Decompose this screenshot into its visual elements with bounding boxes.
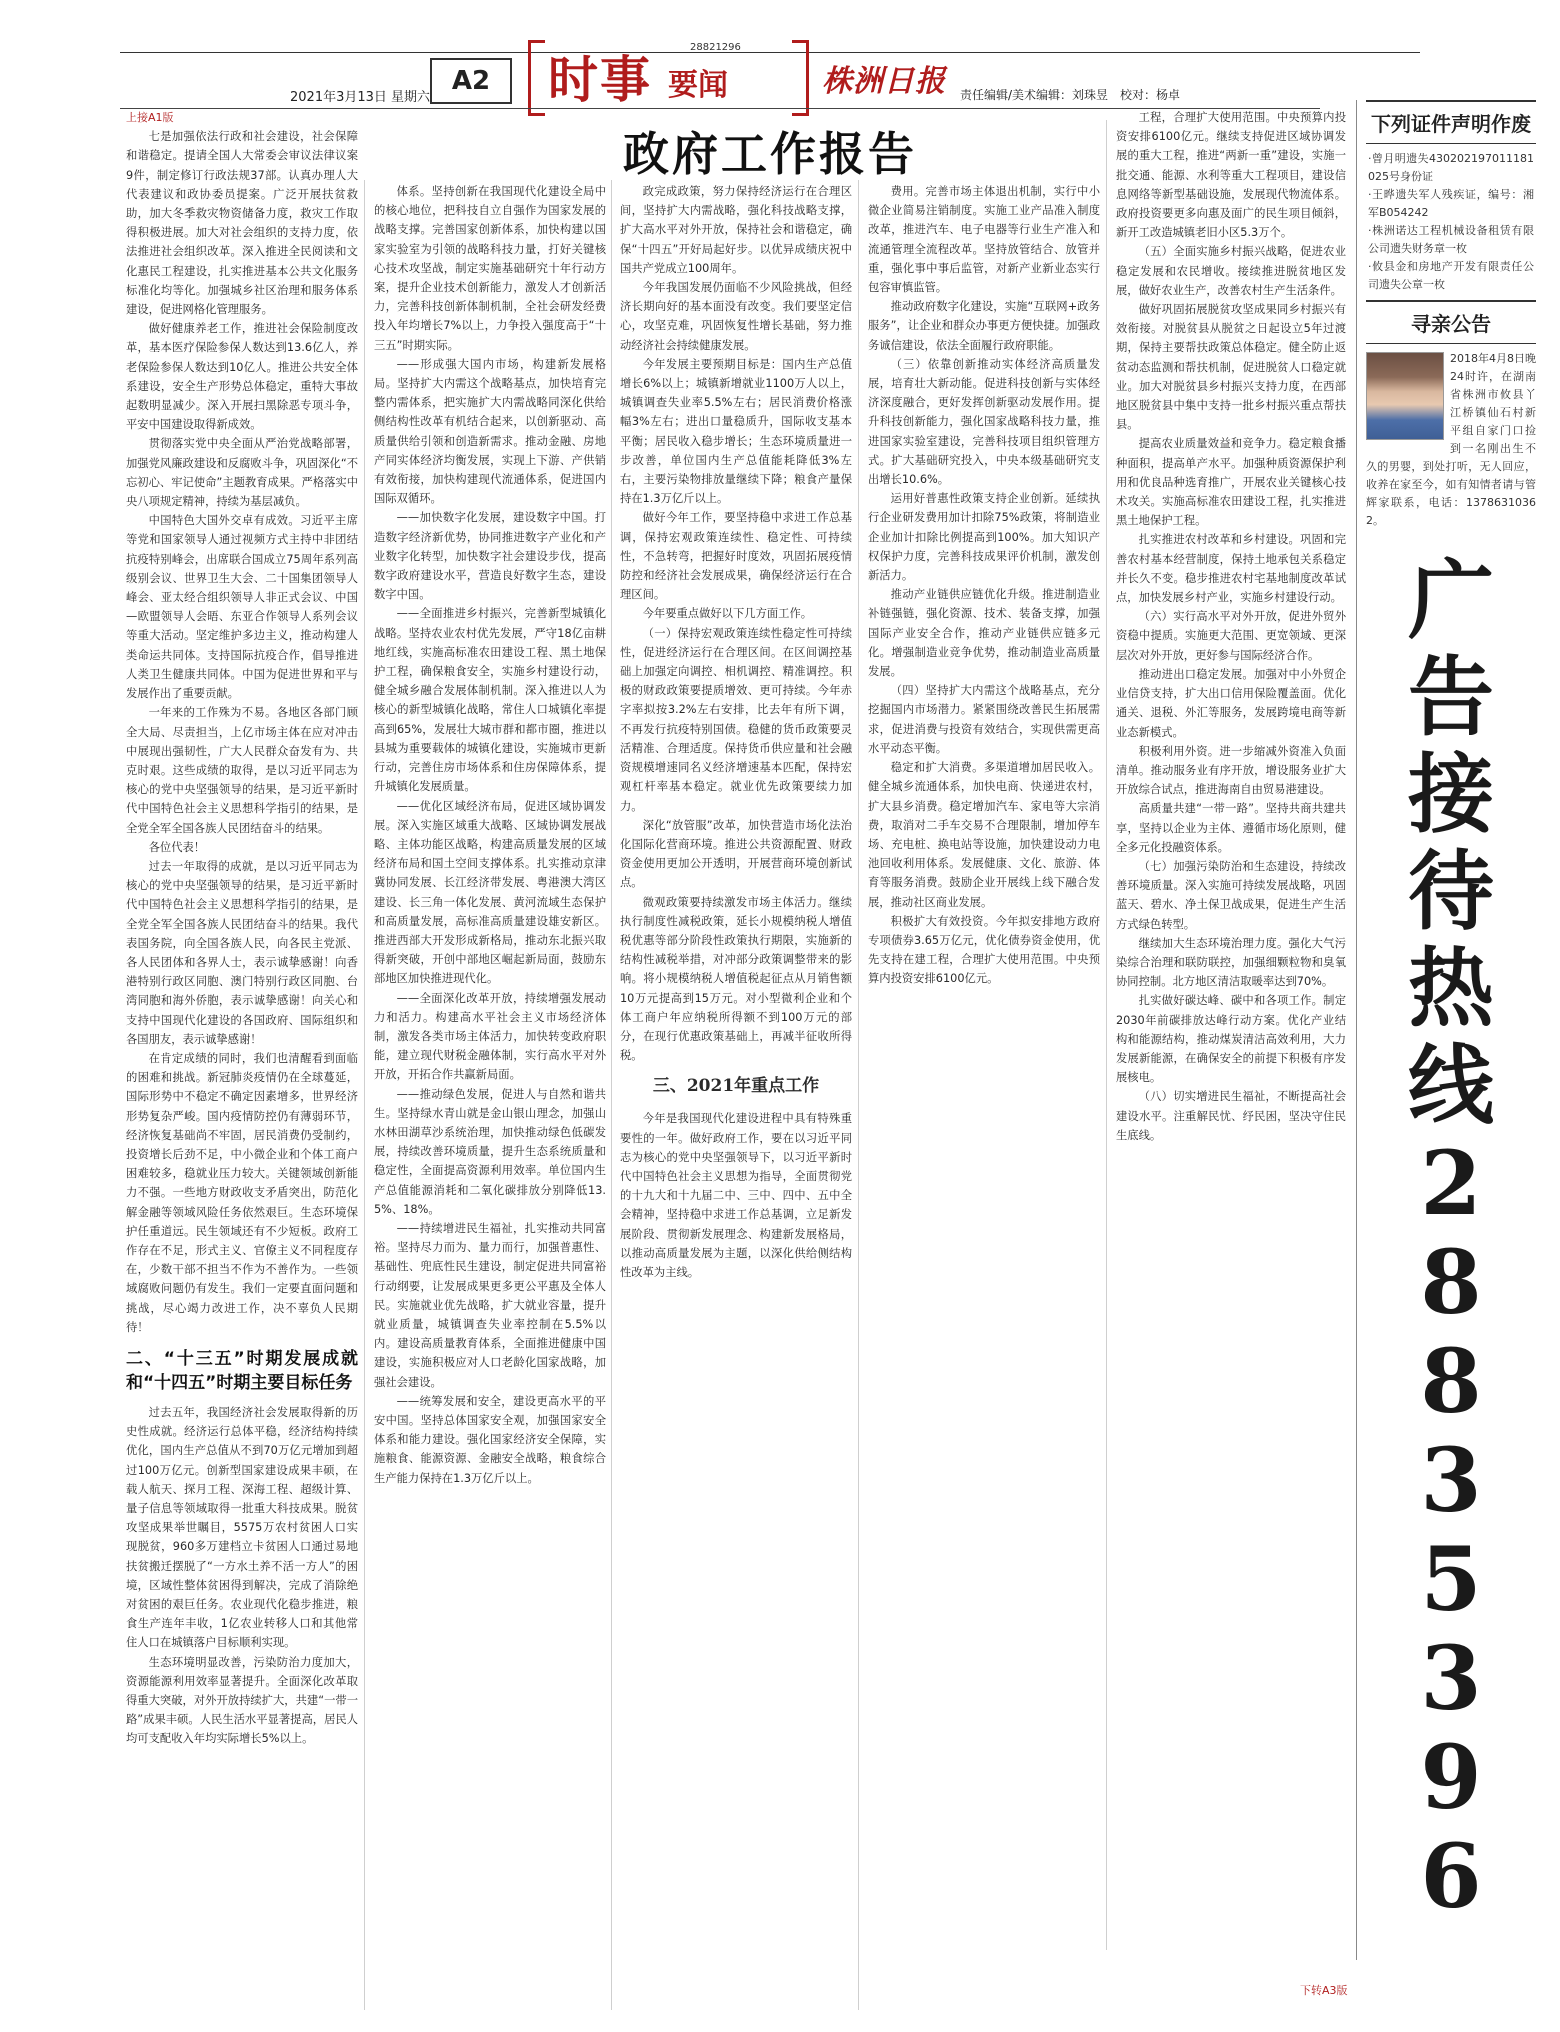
paragraph: ——全面深化改革开放，持续增强发展动力和活力。构建高水平社会主义市场经济体制，激发各类市场主体活力，加快转变政府职能，建立现代财税金融体制，实行高水平对外开放，开拓合作共赢新局面。 (374, 991, 606, 1082)
section-title-sub: 要闻 (668, 68, 728, 103)
editor-credits: 责任编辑/美术编辑：刘珠昱 校对：杨卓 (960, 88, 1181, 102)
paragraph: 推动进出口稳定发展。加强对中小外贸企业信贷支持，扩大出口信用保险覆盖面。优化通关、退税、外汇等服务，发展跨境电商等新业态新模式。 (1116, 667, 1346, 739)
paragraph: 今年要重点做好以下几方面工作。 (642, 607, 813, 621)
void-notice-list (1368, 150, 1534, 294)
article-column-3 (620, 182, 852, 2032)
paragraph: 积极扩大有效投资。今年拟安排地方政府专项债券3.65万亿元，优化债券资金使用，优先支持在建工程，合理扩大使用范围。中央预算内投资安排6100亿元。 (868, 914, 1100, 986)
paragraph: （八）切实增进民生福祉，不断提高社会建设水平。注重解民忧、纾民困，坚决守住民生底线。 (1116, 1090, 1346, 1142)
paragraph: ——优化区域经济布局，促进区域协调发展。深入实施区域重大战略、区域协调发展战略、主体功能区战略，构建高质量发展的区域经济布局和国土空间支撑体系。扎实推动京津冀协同发展、长江经济带发展、粤港澳大湾区建设、长三角一体化发展、黄河流域生态保护和高质量发展，高标准高质量建设雄安新区。推进西部大开发形成新格局，推动东北振兴取得新突破，开创中部地区崛起新局面，鼓励东部地区加快推进现代化。 (374, 799, 606, 986)
void-notice-item: ·王晔遗失军人残疾证，编号：湘军B054242 (1368, 188, 1534, 219)
paragraph: （七）加强污染防治和生态建设，持续改善环境质量。深入实施可持续发展战略，巩固蓝天、碧水、净土保卫战成果，促进生产生活方式绿色转型。 (1116, 859, 1346, 931)
paragraph: （六）实行高水平对外开放，促进外贸外资稳中提质。实施更大范围、更宽领域、更深层次对外开放，更好参与国际经济合作。 (1116, 610, 1346, 662)
paragraph: 微观政策要持续激发市场主体活力。继续执行制度性减税政策，延长小规模纳税人增值税优惠等部分阶段性政策执行期限，实施新的结构性减税举措，对冲部分政策调整带来的影响。将小规模纳税人增值税起征点从月销售额10万元提高到15万元。对小型微利企业和个体工商户年应纳税所得额不到100万元的部分，在现行优惠政策基础上，再减半征收所得税。 (620, 895, 852, 1063)
paragraph: 提高农业质量效益和竞争力。稳定粮食播种面积，提高单产水平。加强种质资源保护利用和优良品种选育推广，开展农业关键核心技术攻关。实施高标准农田建设工程，扎实推进黑土地保护工程。 (1116, 437, 1346, 528)
continued-from-label: 上接A1版 (126, 111, 174, 124)
missing-person-notice (1366, 350, 1536, 530)
masthead-top-rule (120, 52, 1420, 53)
void-notice-item: ·株洲诺达工程机械设备租赁有限公司遗失财务章一枚 (1368, 224, 1534, 255)
paragraph: 扎实推进农村改革和乡村建设。巩固和完善农村基本经营制度，保持土地承包关系稳定并长久不变。稳步推进农村宅基地制度改革试点，加快发展乡村产业，实施乡村建设行动。 (1116, 533, 1346, 605)
missing-person-title: 寻亲公告 (1366, 300, 1536, 344)
ad-digit: 5 (1420, 1527, 1482, 1631)
column-divider (858, 180, 859, 2010)
section-subheading-3: 三、2021年重点工作 (652, 1076, 820, 1097)
paragraph: 过去五年，我国经济社会发展取得新的历史性成就。经济运行总体平稳，经济结构持续优化，国内生产总值从不到70万亿元增加到超过100万亿元。创新型国家建设成果丰硕，在载人航天、探月工程、深海工程、超级计算、量子信息等领域取得一批重大科技成果。脱贫攻坚成果举世瞩目，5575万农村贫困人口实现脱贫，960多万建档立卡贫困人口通过易地扶贫搬迁摆脱了“一方水土养不活一方人”的困境，区域性整体贫困得到解决，完成了消除绝对贫困的艰巨任务。农业现代化稳步推进，粮食生产连年丰收，1亿农业转移人口和其他常住人口在城镇落户目标顺利实现。 (126, 1406, 358, 1650)
paragraph: （三）依靠创新推动实体经济高质量发展，培育壮大新动能。促进科技创新与实体经济深度融合，更好发挥创新驱动发展作用。提升科技创新能力，强化国家战略科技力量，推进国家实验室建设，完善科技项目组织管理方式。扩大基础研究投入，中央本级基础研究支出增长10.6%。 (868, 357, 1100, 487)
paragraph: 推动产业链供应链优化升级。推进制造业补链强链，强化资源、技术、装备支撑，加强国际产业安全合作，推动产业链供应链多元化。增强制造业竞争优势，推动制造业高质量发展。 (868, 588, 1100, 679)
issue-date: 2021年3月13日 星期六 (290, 90, 431, 105)
paragraph: 高质量共建“一带一路”。坚持共商共建共享，坚持以企业为主体、遵循市场化原则，健全多元化投融资体系。 (1116, 802, 1346, 854)
news-hotline: 28821296 (690, 42, 741, 53)
paragraph: ——持续增进民生福祉，扎实推动共同富裕。坚持尽力而为、量力而行，加强普惠性、基础性、兜底性民生建设，制定促进共同富裕行动纲要，让发展成果更多更公平惠及全体人民。实施就业优先战略，扩大就业容量，提升就业质量，城镇调查失业率控制在5.5%以内。建设高质量教育体系，全面推进健康中国建设，实施积极应对人口老龄化国家战略，加强社会建设。 (374, 1221, 606, 1389)
paragraph: 体系。坚持创新在我国现代化建设全局中的核心地位，把科技自立自强作为国家发展的战略支撑。完善国家创新体系，加快构建以国家实验室为引领的战略科技力量，打好关键核心技术攻坚战，制定实施基础研究十年行动方案，提升企业技术创新能力，激发人才创新活力，完善科技创新体制机制，全社会研发经费投入年均增长7%以上，力争投入强度高于“十三五”时期实际。 (374, 185, 606, 352)
paragraph: ——加快数字化发展，建设数字中国。打造数字经济新优势，协同推进数字产业化和产业数字化转型，加快数字社会建设步伐，提高数字政府建设水平，营造良好数字生态，建设数字中国。 (374, 511, 606, 602)
paragraph: ——形成强大国内市场，构建新发展格局。坚持扩大内需这个战略基点，加快培育完整内需体系，把实施扩大内需战略同深化供给侧结构性改革有机结合起来，以创新驱动、高质量供给引领和创造新需求。推动金融、房地产同实体经济均衡发展，实现上下游、产供销有效衔接，加快构建现代流通体系，促进国内国际双循环。 (374, 357, 606, 506)
paragraph: 在肯定成绩的同时，我们也清醒看到面临的困难和挑战。新冠肺炎疫情仍在全球蔓延，国际形势中不稳定不确定因素增多，世界经济形势复杂严峻。国内疫情防控仍有薄弱环节，经济恢复基础尚不牢固，居民消费仍受制约，投资增长后劲不足，中小微企业和个体工商户困难较多，稳就业压力较大。关键领域创新能力不强。一些地方财政收支矛盾突出，防范化解金融等领域风险任务依然艰巨。生态环境保护任重道远。民生领域还有不少短板。政府工作存在不足，形式主义、官僚主义不同程度存在，少数干部不担当不作为不善作为。一些领域腐败问题仍有发生。我们一定要直面问题和挑战，尽心竭力改进工作，决不辜负人民期待！ (126, 1051, 358, 1334)
section-bracket-right (792, 40, 809, 116)
baby-photo (1366, 352, 1444, 440)
article-column-4 (868, 182, 1100, 2032)
article-column-1 (126, 108, 358, 1958)
paragraph: 做好健康养老工作，推进社会保险制度改革，基本医疗保险参保人数达到13.6亿人，养老保险参保人数达到10亿人。推进公共安全体系建设，安全生产形势总体稳定，重特大事故起数明显减少。深入开展扫黑除恶专项斗争，平安中国建设取得新成效。 (126, 322, 358, 432)
paragraph: 今年是我国现代化建设进程中具有特殊重要性的一年。做好政府工作，要在以习近平同志为核心的党中央坚强领导下，以习近平新时代中国特色社会主义思想为指导，全面贯彻党的十九大和十九届二中、三中、四中、五中全会精神，坚持稳中求进工作总基调，立足新发展阶段、贯彻新发展理念、构建新发展格局，以推动高质量发展为主题，以深化供给侧结构性改革为主线。 (620, 1112, 852, 1279)
ad-digit: 3 (1420, 1428, 1482, 1532)
paragraph: ——全面推进乡村振兴，完善新型城镇化战略。坚持农业农村优先发展，严守18亿亩耕地红线，实施高标准农田建设工程、黑土地保护工程，确保粮食安全，实施乡村建设行动，健全城乡融合发展体制机制。深入推进以人为核心的新型城镇化战略，常住人口城镇化率提高到65%，发展壮大城市群和都市圈，推进以县城为重要载体的城镇化建设，实施城市更新行动，完善住房市场体系和住房保障体系，提升城镇化发展质量。 (374, 607, 606, 794)
paragraph: 七是加强依法行政和社会建设，社会保障和谐稳定。提请全国人大常委会审议法律议案9件，制定修订行政法规37部。认真办理人大代表建议和政协委员提案。广泛开展扶贫救助，加大冬季救灾物资储备力度，救灾工作取得积极进展。加大对社会组织的支持力度，依法推进社会组织改革。深入推进全民阅读和文化惠民工程建设，扎实推进基本公共文化服务标准化均等化。加强城乡社区治理和服务体系建设，促进网格化管理服务。 (126, 130, 358, 317)
paragraph: 推动政府数字化建设，实施“互联网+政务服务”，让企业和群众办事更方便快捷。加强政务诚信建设，依法全面履行政府职能。 (868, 300, 1100, 352)
paragraph: 过去一年取得的成就，是以习近平同志为核心的党中央坚强领导的结果，是习近平新时代中国特色社会主义思想科学指引的结果，是全党全军全国各族人民团结奋斗的结果。我代表国务院，向全国各族人民，向各民主党派、各人民团体和各界人士，表示诚挚感谢！向香港特别行政区同胞、澳门特别行政区同胞、台湾同胞和海外侨胞，表示诚挚感谢！向关心和支持中国现代化建设的各国政府、国际组织和各国朋友，表示诚挚感谢！ (126, 859, 358, 1046)
paragraph: 各位代表！ (148, 840, 206, 854)
ad-char: 待 (1408, 841, 1494, 942)
void-notice-item: ·攸县金和房地产开发有限责任公司遗失公章一枚 (1368, 260, 1534, 291)
article-column-2 (374, 182, 606, 2032)
paragraph: 积极利用外资。进一步缩减外资准入负面清单。推动服务业有序开放，增设服务业扩大开放综合试点，推进海南自由贸易港建设。 (1116, 744, 1346, 797)
ad-digit: 9 (1420, 1725, 1482, 1829)
ad-digit: 3 (1420, 1626, 1482, 1730)
continued-to-label: 下转A3版 (1300, 1984, 1348, 1997)
ad-digit: 8 (1420, 1329, 1482, 1433)
paragraph: 贯彻落实党中央全面从严治党战略部署，加强党风廉政建设和反腐败斗争，巩固深化“不忘初心、牢记使命”主题教育成果。严格落实中央八项规定精神，持续为基层减负。 (126, 437, 358, 509)
ad-char: 热 (1408, 938, 1494, 1039)
ad-digit: 8 (1420, 1230, 1482, 1334)
paragraph: （四）坚持扩大内需这个战略基点，充分挖掘国内市场潜力。紧紧围绕改善民生拓展需求，促进消费与投资有效结合，实现供需更高水平动态平衡。 (868, 684, 1100, 755)
paragraph: 今年我国发展仍面临不少风险挑战，但经济长期向好的基本面没有改变。我们要坚定信心，攻坚克难，巩固恢复性增长基础，努力推动经济社会持续健康发展。 (620, 281, 852, 352)
section-title-main: 时事 (548, 50, 652, 109)
section-bracket-left (528, 40, 545, 116)
ad-char: 广 (1408, 550, 1494, 651)
ad-char: 接 (1408, 744, 1494, 845)
classified-sidebar (1366, 100, 1536, 1960)
paragraph: （一）保持宏观政策连续性稳定性可持续性，促进经济运行在合理区间。在区间调控基础上加强定向调控、相机调控、精准调控。积极的财政政策要提质增效、更可持续。今年赤字率拟按3.2%左右安排，比去年有所下调，不再发行抗疫特别国债。稳健的货币政策要灵活精准、合理适度。保持货币供应量和社会融资规模增速同名义经济增速基本匹配，保持宏观杠杆率基本稳定。就业优先政策要续力加力。 (620, 626, 852, 813)
void-notice-title: 下列证件声明作废 (1366, 100, 1536, 144)
paragraph: 费用。完善市场主体退出机制，实行中小微企业简易注销制度。实施工业产品准入制度改革，推进汽车、电子电器等行业生产准入和流通管理全流程改革。坚持放管结合、放管并重，强化事中事后监管，对新产业新业态实行包容审慎监管。 (868, 185, 1100, 295)
paragraph: 中国特色大国外交卓有成效。习近平主席等党和国家领导人通过视频方式主持中非团结抗疫特别峰会，出席联合国成立75周年系列高级别会议、世界卫生大会、二十国集团领导人峰会、亚太经合组织领导人非正式会议、中国—欧盟领导人会晤、东亚合作领导人系列会议等重大活动。坚定维护多边主义，推动构建人类命运共同体。支持国际抗疫合作，倡导推进人类卫生健康共同体。中国为促进世界和平与发展作出了重要贡献。 (126, 514, 358, 701)
sidebar-divider (1356, 100, 1357, 1960)
void-notice-item: ·曾月明遗失430202197011181025号身份证 (1368, 152, 1534, 183)
ad-digit: 2 (1420, 1131, 1482, 1235)
paragraph: 继续加大生态环境治理力度。强化大气污染综合治理和联防联控，加强细颗粒物和臭氧协同控制。北方地区清洁取暖率达到70%。 (1116, 936, 1346, 989)
column-divider (364, 180, 365, 2010)
paragraph: ——统筹发展和安全，建设更高水平的平安中国。坚持总体国家安全观，加强国家安全体系和能力建设。强化国家经济安全保障，实施粮食、能源资源、金融安全战略，粮食综合生产能力保持在1.3万亿斤以上。 (374, 1394, 606, 1485)
paragraph: ——推动绿色发展，促进人与自然和谐共生。坚持绿水青山就是金山银山理念，加强山水林田湖草沙系统治理，加快推动绿色低碳发展，持续改善环境质量，提升生态系统质量和稳定性，全面提高资源利用效率。单位国内生产总值能源消耗和二氧化碳排放分别降低13.5%、18%。 (374, 1087, 606, 1216)
column-divider (611, 180, 612, 2010)
article-headline: 政府工作报告 (623, 127, 917, 181)
paragraph: 扎实做好碳达峰、碳中和各项工作。制定2030年前碳排放达峰行动方案。优化产业结构和能源结构，推动煤炭清洁高效利用，大力发展新能源，在确保安全的前提下积极有序发展核电。 (1116, 994, 1346, 1085)
paragraph: 一年来的工作殊为不易。各地区各部门顾全大局、尽责担当，上亿市场主体在应对冲击中展现出强韧性，广大人民群众奋发有为、共克时艰。这些成绩的取得，是以习近平同志为核心的党中央坚强领导的结果，是习近平新时代中国特色社会主义思想科学指引的结果，是全党全军全国各族人民团结奋斗的结果。 (126, 706, 358, 835)
column-divider (1106, 120, 1107, 1950)
section-subheading-2: 二、“十三五”时期发展成就和“十四五”时期主要目标任务 (126, 1349, 358, 1393)
ad-char: 线 (1408, 1035, 1494, 1136)
ad-digit: 6 (1420, 1824, 1482, 1928)
ad-hotline-banner (1366, 552, 1536, 1926)
ad-char: 告 (1408, 647, 1494, 748)
newspaper-logo: 株洲日报 (822, 64, 946, 99)
paragraph: 生态环境明显改善，污染防治力度加大，资源能源利用效率显著提升。全面深化改革取得重大突破，对外开放持续扩大，共建“一带一路”成果丰硕。人民生活水平显著提高，居民人均可支配收入年均实际增长5%以上。 (126, 1655, 358, 1746)
paragraph: 今年发展主要预期目标是：国内生产总值增长6%以上；城镇新增就业1100万人以上，城镇调查失业率5.5%左右；居民消费价格涨幅3%左右；进出口量稳质升，国际收支基本平衡；居民收入稳步增长；生态环境质量进一步改善，单位国内生产总值能耗降低3%左右，主要污染物排放量继续下降；粮食产量保持在1.3万亿斤以上。 (620, 357, 852, 506)
paragraph: 稳定和扩大消费。多渠道增加居民收入。健全城乡流通体系，加快电商、快递进农村，扩大县乡消费。稳定增加汽车、家电等大宗消费，取消对二手车交易不合理限制，增加停车场、充电桩、换电站等设施，加快建设动力电池回收利用体系。发展健康、文化、旅游、体育等服务消费。鼓励企业开展线上线下融合发展，推动社区商业发展。 (868, 761, 1100, 909)
paragraph: 做好今年工作，要坚持稳中求进工作总基调，保持宏观政策连续性、稳定性、可持续性，不急转弯，把握好时度效，巩固拓展疫情防控和经济社会发展成果，确保经济运行在合理区间。 (620, 511, 852, 602)
paragraph: 工程，合理扩大使用范围。中央预算内投资安排6100亿元。继续支持促进区域协调发展的重大工程，推进“两新一重”建设，实施一批交通、能源、水利等重大工程项目，建设信息网络等新型基础设施，发展现代物流体系。政府投资要更多向惠及面广的民生项目倾斜，新开工改造城镇老旧小区5.3万个。 (1116, 111, 1346, 240)
missing-person-text: 2018年4月8日晚24时许，在湖南省株洲市攸县丫江桥镇仙石村新平组自家门口捡到一名刚出生不久的男婴，到处打听，无人回应，收养在家至今，如有知情者请与管辉家联系，电话：13786310362。 (1366, 352, 1536, 527)
page-number-tag: A2 (430, 58, 512, 104)
paragraph: 深化“放管服”改革，加快营造市场化法治化国际化营商环境。推进公共资源配置、财政资金使用更加公开透明，开展营商环境创新试点。 (620, 818, 852, 890)
paragraph: 做好巩固拓展脱贫攻坚成果同乡村振兴有效衔接。对脱贫县从脱贫之日起设立5年过渡期，保持主要帮扶政策总体稳定。健全防止返贫动态监测和帮扶机制，促进脱贫人口稳定就业。加大对脱贫县乡村振兴支持力度，在西部地区脱贫县中集中支持一批乡村振兴重点帮扶县。 (1116, 303, 1346, 432)
article-column-5 (1116, 108, 1346, 1958)
paragraph: （五）全面实施乡村振兴战略，促进农业稳定发展和农民增收。接续推进脱贫地区发展，做好农业生产，改善农村生产生活条件。 (1116, 245, 1346, 297)
paragraph: 运用好普惠性政策支持企业创新。延续执行企业研发费用加计扣除75%政策，将制造业企业加计扣除比例提高到100%。加大知识产权保护力度，完善科技成果评价机制，激发创新活力。 (868, 492, 1100, 583)
paragraph: 政完成政策，努力保持经济运行在合理区间，坚持扩大内需战略，强化科技战略支撑，扩大高水平对外开放，保持社会和谐稳定，确保“十四五”开好局起好步。以优异成绩庆祝中国共产党成立100周年。 (620, 185, 852, 275)
